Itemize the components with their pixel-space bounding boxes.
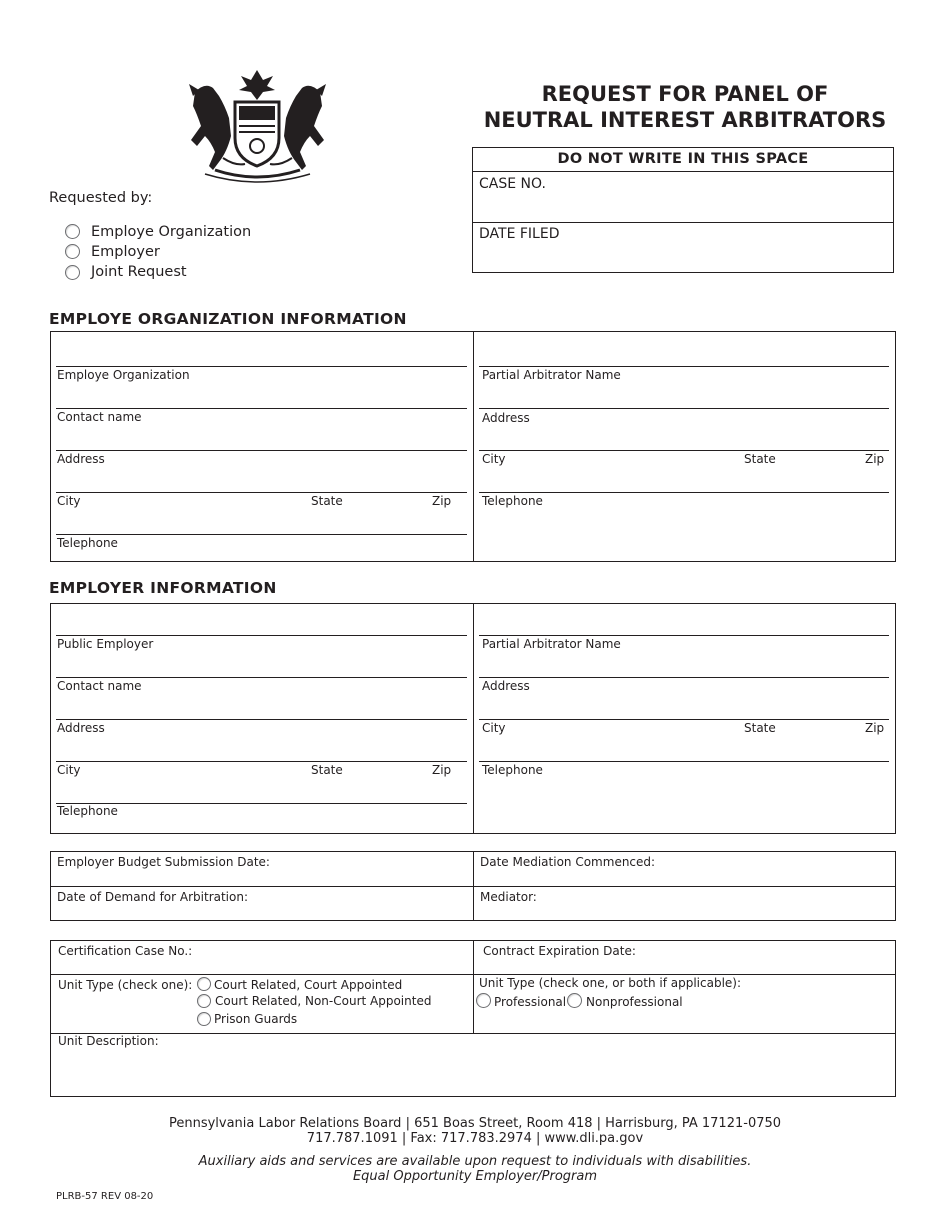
requested-by-label: Requested by:: [49, 190, 153, 206]
employer-arbitrator-city-field[interactable]: City: [482, 721, 506, 735]
employer-section-heading: EMPLOYER INFORMATION: [49, 579, 277, 597]
case-no-field[interactable]: CASE NO.: [479, 176, 546, 192]
footer-eoe: Equal Opportunity Employer/Program: [352, 1169, 598, 1184]
mediator-field[interactable]: Mediator:: [480, 890, 537, 904]
employe-org-telephone-field[interactable]: Telephone: [57, 536, 118, 550]
requested-by-employer-radio[interactable]: [65, 244, 80, 259]
employer-city-field[interactable]: City: [57, 763, 81, 777]
employe-org-arbitrator-zip-field[interactable]: Zip: [865, 452, 885, 466]
employer-arbitrator-state-field[interactable]: State: [744, 721, 776, 735]
requested-by-option-label: Joint Request: [91, 264, 187, 280]
unit-type-option-label: Nonprofessional: [586, 995, 683, 1009]
footer-contact: 717.787.1091 | Fax: 717.783.2974 | www.dli.pa.gov: [306, 1131, 644, 1146]
employe-org-arbitrator-city-field[interactable]: City: [482, 452, 506, 466]
nonprofessional-radio[interactable]: [567, 993, 582, 1008]
employe-org-name-field[interactable]: Employe Organization: [57, 368, 190, 382]
employer-arbitrator-address-field[interactable]: Address: [482, 679, 530, 693]
form-title-line1: REQUEST FOR PANEL OF: [541, 82, 829, 106]
employer-arbitrator-zip-field[interactable]: Zip: [865, 721, 885, 735]
employe-org-arbitrator-address-field[interactable]: Address: [482, 411, 530, 425]
state-seal: [175, 66, 340, 184]
contract-expiration-date-field[interactable]: Contract Expiration Date:: [483, 944, 636, 958]
employe-org-state-field[interactable]: State: [311, 494, 343, 508]
employer-arbitrator-telephone-field[interactable]: Telephone: [482, 763, 543, 777]
office-use-heading: DO NOT WRITE IN THIS SPACE: [557, 151, 809, 167]
professional-radio[interactable]: [476, 993, 491, 1008]
unit-type-option-label: Court Related, Non-Court Appointed: [215, 994, 432, 1008]
pennsylvania-coat-of-arms-icon: [175, 66, 340, 184]
employer-address-field[interactable]: Address: [57, 721, 105, 735]
non-court-appointed-radio[interactable]: [197, 994, 211, 1008]
court-appointed-radio[interactable]: [197, 977, 211, 991]
employe-org-zip-field[interactable]: Zip: [432, 494, 452, 508]
employe-org-city-field[interactable]: City: [57, 494, 81, 508]
unit-type-option-label: Prison Guards: [214, 1012, 298, 1026]
employe-org-arbitrator-name-field[interactable]: Partial Arbitrator Name: [482, 368, 621, 382]
requested-by-employe-org-radio[interactable]: [65, 224, 80, 239]
employe-org-section-heading: EMPLOYE ORGANIZATION INFORMATION: [49, 310, 407, 328]
form-code: PLRB-57 REV 08-20: [56, 1191, 154, 1202]
prison-guards-radio[interactable]: [197, 1012, 211, 1026]
employe-org-arbitrator-state-field[interactable]: State: [744, 452, 776, 466]
requested-by-option-label: Employer: [91, 244, 160, 260]
employer-zip-field[interactable]: Zip: [432, 763, 452, 777]
employer-contact-field[interactable]: Contact name: [57, 679, 142, 693]
requested-by-option-label: Employe Organization: [91, 224, 252, 240]
date-of-demand-field[interactable]: Date of Demand for Arbitration:: [57, 890, 249, 904]
unit-type-left-label: Unit Type (check one):: [58, 978, 193, 992]
unit-type-option-label: Court Related, Court Appointed: [214, 978, 403, 992]
footer-address: Pennsylvania Labor Relations Board | 651 Boas Street, Room 418 | Harrisburg, PA 17121-0750: [168, 1116, 782, 1131]
certification-case-no-field[interactable]: Certification Case No.:: [58, 944, 193, 958]
unit-type-right-label: Unit Type (check one, or both if applicable):: [479, 976, 742, 990]
employe-org-arbitrator-telephone-field[interactable]: Telephone: [482, 494, 543, 508]
employer-telephone-field[interactable]: Telephone: [57, 804, 118, 818]
footer-aux-aids: Auxiliary aids and services are available upon request to individuals with disabilities.: [198, 1154, 752, 1169]
form-title-line2: NEUTRAL INTEREST ARBITRATORS: [483, 108, 887, 132]
employer-state-field[interactable]: State: [311, 763, 343, 777]
date-filed-field[interactable]: DATE FILED: [479, 226, 560, 242]
budget-submission-date-field[interactable]: Employer Budget Submission Date:: [57, 855, 270, 869]
unit-description-field[interactable]: Unit Description:: [58, 1034, 159, 1048]
requested-by-joint-radio[interactable]: [65, 265, 80, 280]
public-employer-field[interactable]: Public Employer: [57, 637, 154, 651]
employe-org-contact-field[interactable]: Contact name: [57, 410, 142, 424]
date-mediation-commenced-field[interactable]: Date Mediation Commenced:: [480, 855, 656, 869]
employer-arbitrator-name-field[interactable]: Partial Arbitrator Name: [482, 637, 621, 651]
unit-type-option-label: Professional: [494, 995, 567, 1009]
employe-org-address-field[interactable]: Address: [57, 452, 105, 466]
